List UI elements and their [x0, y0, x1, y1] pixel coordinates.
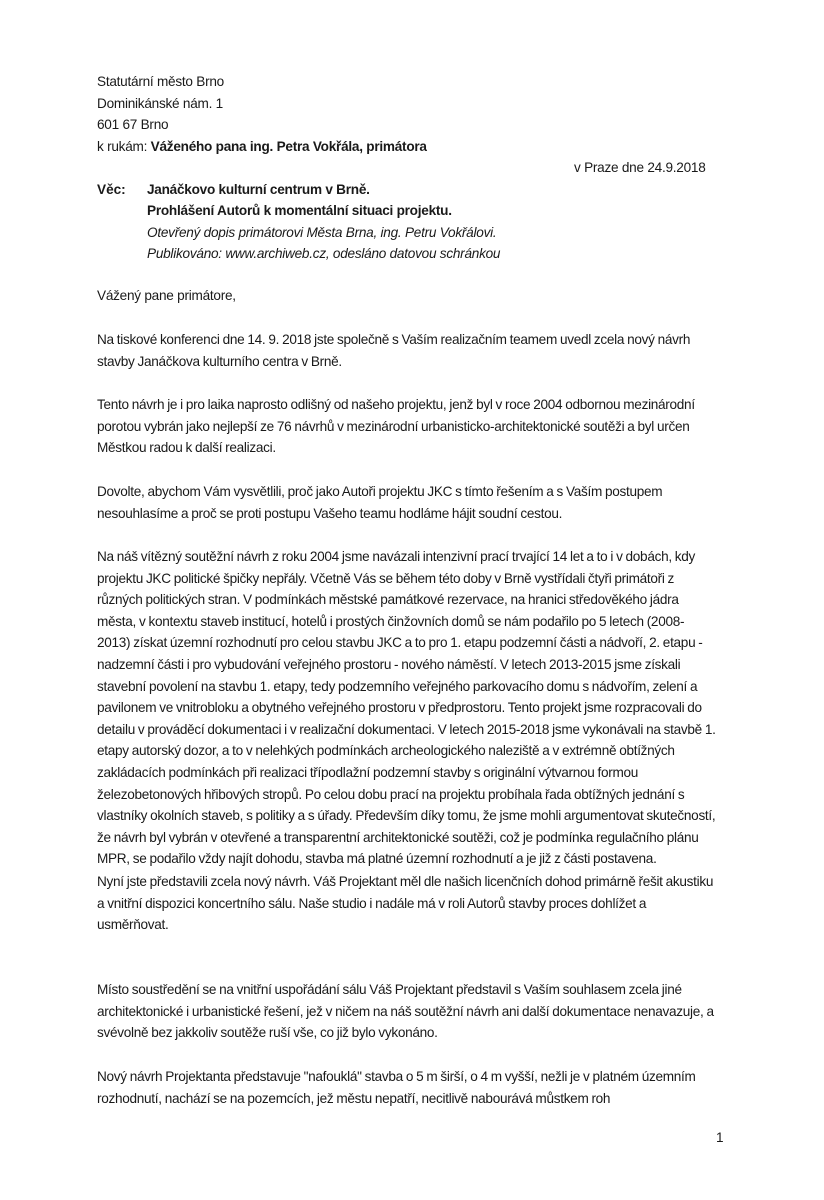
paragraph-4 — [97, 546, 717, 870]
recipient-attention — [97, 137, 427, 157]
subject-line-1: Janáčkovo kulturní centrum v Brně. — [147, 181, 370, 197]
paragraph-7 — [97, 1066, 717, 1109]
paragraph-1 — [97, 329, 717, 372]
salutation: Vážený pane primátore, — [97, 288, 236, 303]
subject-line-3: Otevřený dopis primátorovi Města Brna, ing. Petru Vokřálovi. — [147, 224, 497, 240]
paragraph-text: Místo soustředění se na vnitřní uspořádání sálu Váš Projektant představil s Vaším souhlasem zcela jiné architektonické i urbanistické řešení, jež v ničem na náš soutěžní návrh ani další dokumentace nenavazuje, a svévolně bez jakkoliv soutěže ruší vše, co již bylo vykonáno. — [97, 982, 714, 1041]
recipient-line-2: Dominikánské nám. 1 — [97, 95, 223, 111]
attention-prefix: k rukám: — [97, 138, 151, 154]
paragraph-5 — [97, 871, 717, 936]
paragraph-3 — [97, 481, 717, 524]
paragraph-text: Dovolte, abychom Vám vysvětlili, proč jako Autoři projektu JKC s tímto řešením a s Vaším postupem nesouhlasíme a proč se proti postupu Vašeho teamu hodláme hájit soudní cestou. — [97, 484, 663, 521]
page-number: 1 — [716, 1130, 724, 1145]
paragraph-text: Na náš vítězný soutěžní návrh z roku 2004 jsme navázali intenzivní prací trvající 14 let a to i v dobách, kdy projektu JKC politické špičky nepřály. Včetně Vás se během této doby v Brně vystřídali čtyři primátoři z různých politických stran. V podmínkách městské památkové rezervace, na hranici středověkého jádra města, v kontextu staveb institucí, hotelů i prostých činžovních domů se nám podařilo po 5 letech (2008-2013) získat územní rozhodnutí pro celou stavbu JKC a to pro 1. etapu podzemní části a nádvoří, 2. etapu - nadzemní části i pro vybudování veřejného prostoru - nového náměstí. V letech 2013-2015 jsme získali stavební povolení na stavbu 1. etapy, tedy podzemního veřejného parkovacího domu s nádvořím, zelení a pavilonem ve vnitrobloku a obytného veřejného prostoru v předprostoru. Tento projekt jsme rozpracovali do detailu v prováděcí dokumentaci i v realizační dokumentaci. V letech 2015-2018 jsme vykonávali na stavbě 1. etapy autorský dozor, a to v nelehkých podmínkách archeologického naleziště a v extrémně obtížných zakládacích podmínkách při realizaci třípodlažní podzemní stavby s originální výtvarnou formou železobetonových hřibových stropů. Po celou dobu prací na projektu probíhala řada obtížných jednání s vlastníky okolních staveb, s politiky a s úřady. Především díky tomu, že jsme mohli argumentovat skutečností, že návrh byl vybrán v otevřené a transparentní architektonické soutěži, což je podmínka regulačního plánu MPR, se podařilo vždy najít dohodu, stavba má platné územní rozhodnutí a je již z části postavena. — [97, 549, 716, 867]
subject-line-2: Prohlášení Autorů k momentální situaci projektu. — [147, 203, 452, 218]
letter-date: v Praze dne 24.9.2018 — [574, 160, 706, 175]
subject-label: Věc: — [97, 181, 126, 197]
paragraph-text: Na tiskové konferenci dne 14. 9. 2018 jste společně s Vaším realizačním teamem uvedl zcela nový návrh stavby Janáčkova kulturního centra v Brně. — [97, 332, 691, 369]
attention-name: Váženého pana ing. Petra Vokřála, primátora — [150, 138, 427, 154]
paragraph-text: Nyní jste představili zcela nový návrh. Váš Projektant měl dle našich licenčních dohod primárně řešit akustiku a vnitřní dispozici koncertního sálu. Naše studio i nadále má v roli Autorů stavby proces dohlížet a usměrňovat. — [97, 874, 714, 933]
paragraph-text: Nový návrh Projektanta představuje "nafouklá" stavba o 5 m širší, o 4 m vyšší, nežli je v platném územním rozhodnutí, nachází se na pozemcích, jež městu nepatří, necitlivě nabourává můstkem roh — [97, 1069, 696, 1106]
subject-line-4: Publikováno: www.archiweb.cz, odesláno datovou schránkou — [147, 246, 501, 261]
recipient-line-1: Statutární město Brno — [97, 74, 224, 89]
recipient-line-3: 601 67 Brno — [97, 117, 169, 132]
paragraph-6 — [97, 979, 717, 1044]
paragraph-text: Tento návrh je i pro laika naprosto odlišný od našeho projektu, jenž byl v roce 2004 odbornou mezinárodní porotou vybrán jako nejlepší ze 76 návrhů v mezinárodní urbanisticko-architektonické soutěži a byl určen Městkou radou k další realizaci. — [97, 397, 695, 456]
paragraph-2 — [97, 394, 717, 459]
